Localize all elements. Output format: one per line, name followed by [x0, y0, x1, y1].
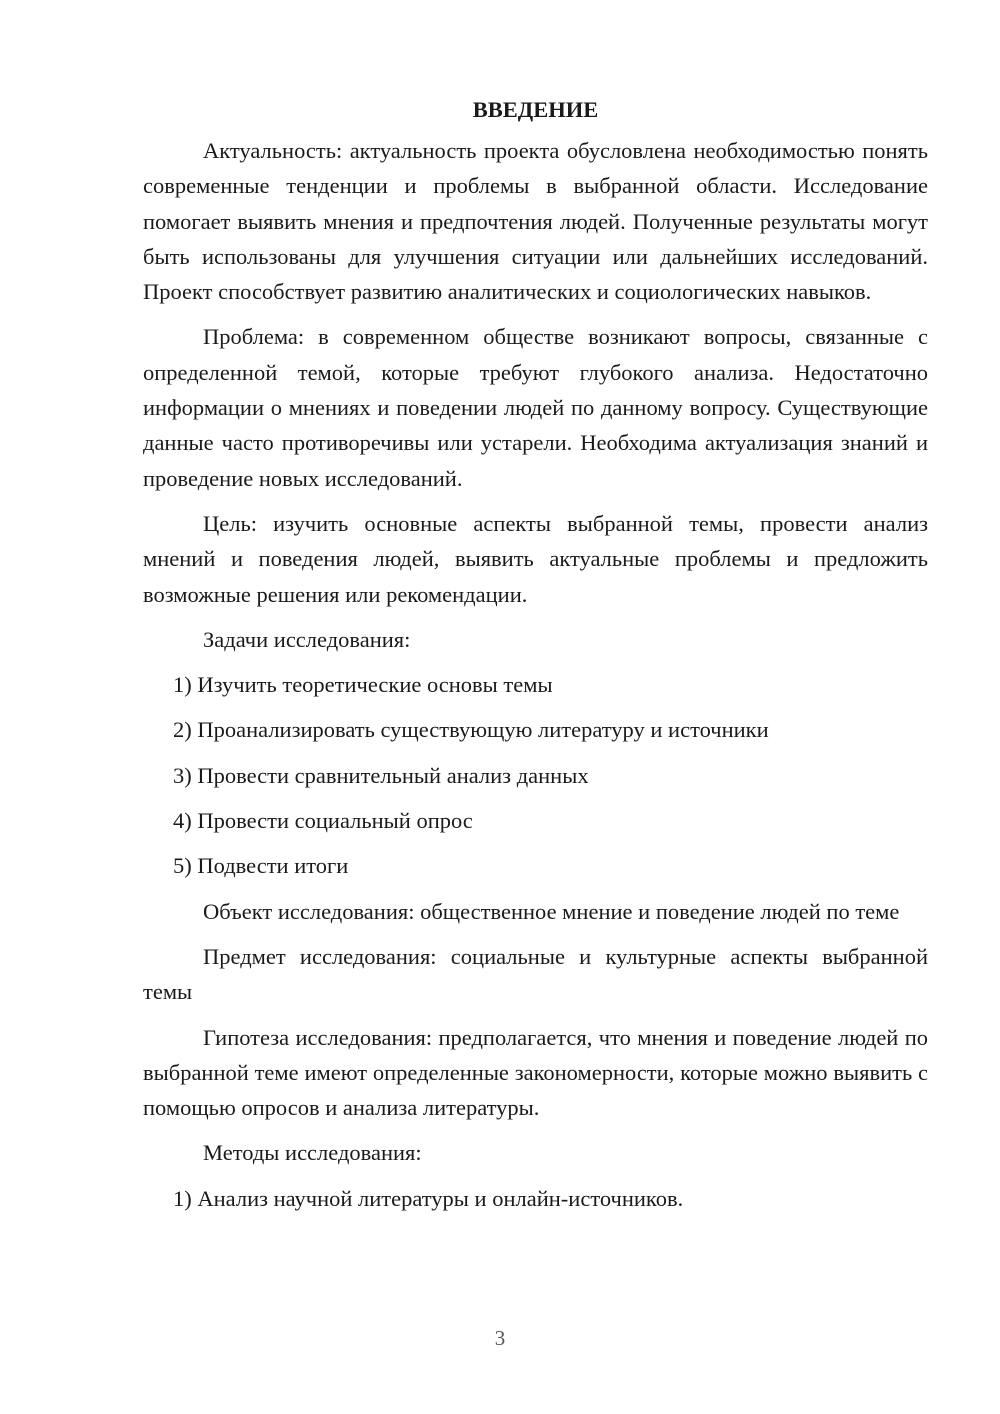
list-item: 1) Анализ научной литературы и онлайн-источников. [173, 1185, 684, 1211]
list-item: 3) Провести сравнительный анализ данных [173, 762, 589, 788]
goal-paragraph: Цель: изучить основные аспекты выбранной темы, провести анализ мнений и поведения людей, выявить актуальные проблемы и предложить возможные решения или рекомендации. [143, 510, 928, 607]
tasks-list [143, 667, 928, 883]
list-item: 1) Изучить теоретические основы темы [173, 672, 553, 698]
list-item: 4) Провести социальный опрос [173, 808, 473, 834]
document-page [143, 92, 928, 1216]
relevance-paragraph: Актуальность: актуальность проекта обусловлена необходимостью понять современные тенденции и проблемы в выбранной области. Исследование помогает выявить мнения и предпочтения людей. Полученные результаты могут быть использованы для улучшения ситуации или дальнейших исследований. Проект способствует развитию аналитических и социологических навыков. [143, 138, 928, 305]
list-item: 5) Подвести итоги [173, 853, 349, 879]
subject-paragraph: Предмет исследования: социальные и культурные аспекты выбранной темы [143, 943, 928, 1005]
hypothesis-paragraph: Гипотеза исследования: предполагается, что мнения и поведение людей по выбранной теме имеют определенные закономерности, которые можно выявить с помощью опросов и анализа литературы. [143, 1024, 928, 1121]
page-title: ВВЕДЕНИЕ [472, 97, 599, 122]
methods-list [143, 1181, 928, 1216]
problem-paragraph: Проблема: в современном обществе возникают вопросы, связанные с определенной темой, которые требуют глубокого анализа. Недостаточно информации о мнениях и поведении людей по данному вопросу. Существующие данные часто противоречивы или устарели. Необходима актуализация знаний и проведение новых исследований. [143, 324, 928, 491]
page-number: 3 [494, 1326, 506, 1350]
tasks-heading: Задачи исследования: [203, 626, 411, 652]
methods-heading: Методы исследования: [203, 1140, 422, 1166]
object-paragraph: Объект исследования: общественное мнение и поведение людей по теме [203, 898, 900, 924]
list-item: 2) Проанализировать существующую литературу и источники [173, 717, 769, 743]
